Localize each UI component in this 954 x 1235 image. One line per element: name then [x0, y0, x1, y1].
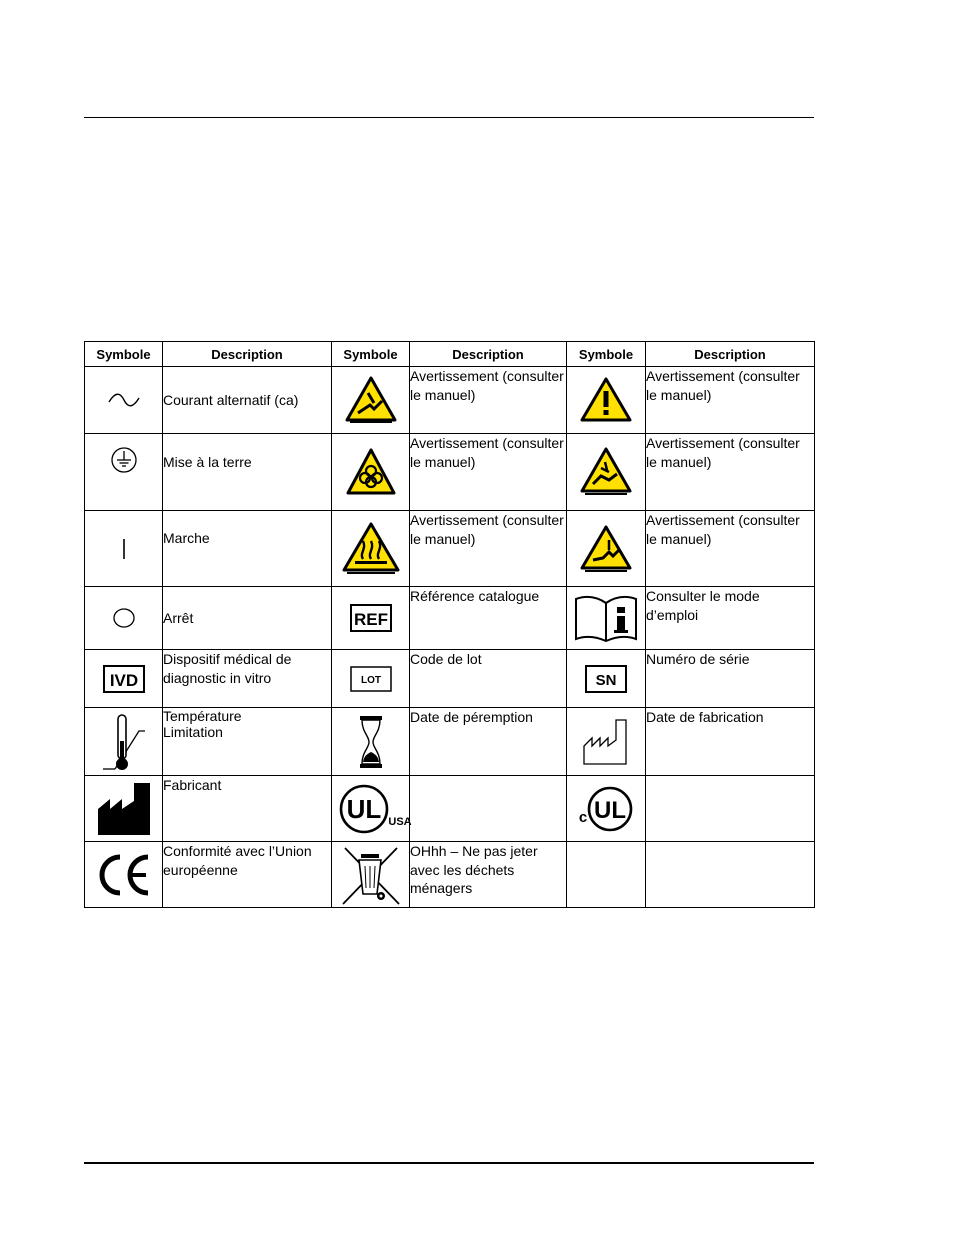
footer-rule [84, 1162, 814, 1164]
description-cell: Marche [163, 511, 332, 587]
ul-label: UL [346, 793, 381, 824]
description-cell: Avertissement (consulter le manuel) [410, 434, 567, 511]
description-cell: Courant alternatif (ca) [163, 367, 332, 434]
description-cell: Conformité avec l’Union européenne [163, 842, 332, 908]
description-cell: Avertissement (consulter le manuel) [410, 367, 567, 434]
symbol-cell [85, 776, 163, 842]
description-cell: Avertissement (consulter le manuel) [646, 434, 815, 511]
symbol-cell [567, 587, 646, 650]
c-label: c [578, 808, 588, 826]
symbol-cell [567, 842, 646, 908]
symbol-cell [332, 708, 410, 776]
description-cell: Consulter le mode d’emploi [646, 587, 815, 650]
power-on-icon [119, 537, 129, 561]
table-row [85, 587, 815, 650]
table-row [85, 842, 815, 908]
serial-number-icon [584, 664, 628, 694]
symbol-cell [567, 434, 646, 511]
hand-pinch-warning-icon [579, 446, 633, 498]
lot-label: LOT [360, 674, 381, 686]
table-row [85, 776, 815, 842]
symbol-cell [332, 776, 410, 842]
ivd-label: IVD [109, 670, 138, 690]
description-cell: Numéro de série [646, 650, 815, 708]
hand-crush-warning-icon [344, 375, 398, 425]
symbol-cell [332, 434, 410, 511]
symbol-cell [85, 511, 163, 587]
description-cell: Avertissement (consulter le manuel) [410, 511, 567, 587]
ce-mark-icon [94, 852, 154, 898]
symbol-cell [85, 650, 163, 708]
ivd-icon [102, 664, 146, 694]
symbol-cell [332, 367, 410, 434]
symbol-cell [332, 842, 410, 908]
table-header-row [85, 342, 815, 367]
description-cell: Date de fabrication [646, 708, 815, 776]
ref-icon [349, 603, 393, 633]
symbol-cell [332, 650, 410, 708]
description-cell: Dispositif médical de diagnostic in vitro [163, 650, 332, 708]
description-cell [646, 776, 815, 842]
description-cell: Mise à la terre [163, 434, 332, 511]
hot-surface-icon [341, 521, 401, 577]
symbol-cell [567, 776, 646, 842]
biohazard-icon [345, 447, 397, 497]
description-cell: OHhh – Ne pas jeter avec les déchets ménagers [410, 842, 567, 908]
column-header: Symbole [567, 342, 646, 367]
hourglass-icon [358, 714, 384, 770]
description-cell: Référence catalogue [410, 587, 567, 650]
description-cell: Date de péremption [410, 708, 567, 776]
table-row [85, 650, 815, 708]
column-header: Description [163, 342, 332, 367]
temperature-limit-icon [101, 711, 147, 773]
ref-label: REF [353, 610, 388, 629]
symbol-cell [567, 708, 646, 776]
manufacture-date-icon [580, 716, 632, 768]
symbol-cell [85, 367, 163, 434]
symbol-cell [567, 511, 646, 587]
symbol-cell [332, 511, 410, 587]
manufacturer-icon [96, 781, 152, 837]
description-text: Température Limitation [163, 708, 242, 740]
ac-current-icon [107, 390, 141, 410]
ul-label: UL [594, 796, 626, 824]
description-cell: Arrêt [163, 587, 332, 650]
symbol-cell [567, 650, 646, 708]
symbol-cell [85, 434, 163, 511]
symbols-table [84, 341, 815, 908]
symbol-cell [85, 587, 163, 650]
ground-icon [110, 446, 138, 474]
exclamation-warning-icon [579, 376, 633, 424]
symbol-cell [85, 708, 163, 776]
table-row [85, 434, 815, 511]
description-cell [410, 776, 567, 842]
description-cell: Avertissement (consulter le manuel) [646, 511, 815, 587]
column-header: Description [410, 342, 567, 367]
header-rule [84, 117, 814, 118]
power-off-icon [112, 607, 136, 629]
description-cell: Avertissement (consulter le manuel) [646, 367, 815, 434]
table-row [85, 511, 815, 587]
symbol-cell [85, 842, 163, 908]
sn-label: SN [595, 671, 617, 689]
lot-icon [349, 665, 393, 693]
column-header: Symbole [332, 342, 410, 367]
symbol-cell [567, 367, 646, 434]
column-header: Description [646, 342, 815, 367]
description-cell [646, 842, 815, 908]
description-cell: Fabricant [163, 776, 332, 842]
ul-usa-icon [338, 781, 412, 837]
weee-icon [339, 844, 403, 906]
column-header: Symbole [85, 342, 163, 367]
symbol-cell [332, 587, 410, 650]
table-row [85, 708, 815, 776]
seat-pinch-warning-icon [579, 524, 633, 574]
description-cell: Code de lot [410, 650, 567, 708]
table-row [85, 367, 815, 434]
consult-manual-icon [573, 593, 639, 643]
usa-label: USA [387, 815, 412, 828]
c-ul-icon [577, 781, 635, 837]
description-cell [163, 708, 332, 776]
